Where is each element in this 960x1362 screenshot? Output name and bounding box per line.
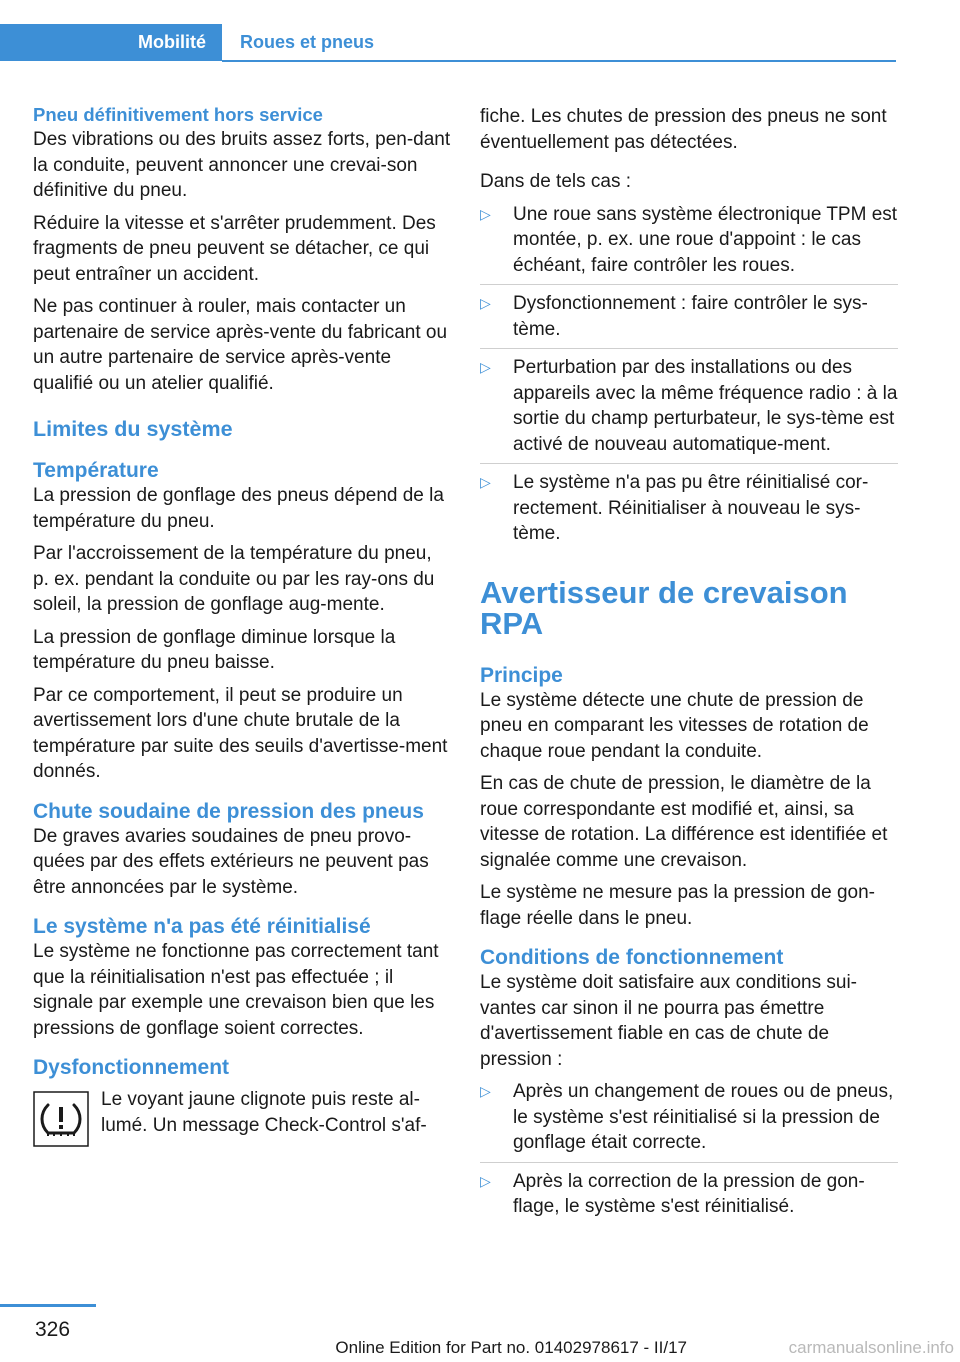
tab-mobilite[interactable]: Mobilité xyxy=(0,24,222,61)
page-header xyxy=(0,0,960,62)
bullet-list-cases xyxy=(480,202,898,553)
bullet-list-conditions xyxy=(480,1079,898,1226)
watermark: carmanualsonline.info xyxy=(788,1338,954,1357)
paragraph: Par l'accroissement de la température du pneu, p. ex. pendant la conduite ou par les ray-ons du soleil, la pression de gonflage aug-mente. xyxy=(33,543,435,615)
tire-pressure-warning-icon xyxy=(33,1091,89,1147)
triangle-bullet-icon: ▷ xyxy=(480,295,491,311)
paragraph: Le système doit satisfaire aux conditions sui-vantes car sinon il ne pourra pas émettre d'avertissement fiable en cas de chute de pression : xyxy=(480,972,858,1070)
page-number: 326 xyxy=(35,1318,71,1341)
heading-limites-systeme: Limites du système xyxy=(33,417,233,441)
triangle-bullet-icon: ▷ xyxy=(480,205,491,222)
list-item: ▷ Après un changement de roues ou de pneus, le système s'est réinitialisé si la pression de gonflage était correcte. xyxy=(480,1079,898,1163)
heading-principe: Principe xyxy=(480,663,563,687)
paragraph: Dans de tels cas : xyxy=(480,171,632,192)
edition-text: Online Edition for Part no. 01402978617 - II/17 xyxy=(335,1338,687,1357)
footer-divider xyxy=(0,1304,96,1307)
paragraph: Ne pas continuer à rouler, mais contacter un partenaire de service après-vente du fabricant ou un autre partenaire de service après-vente qualifié ou un atelier qualifié. xyxy=(33,296,448,394)
heading-dysfonctionnement: Dysfonctionnement xyxy=(33,1056,230,1079)
paragraph: Le système détecte une chute de pression de pneu en comparant les vitesses de rotation de chaque roue pendant la conduite. xyxy=(480,689,869,762)
warning-block xyxy=(33,1087,451,1147)
paragraph: Le système ne mesure pas la pression de gon-flage réelle dans le pneu. xyxy=(480,882,875,929)
triangle-bullet-icon: ▷ xyxy=(480,1172,491,1189)
tab-roues-et-pneus[interactable]: Roues et pneus xyxy=(240,32,375,52)
list-item: ▷ Une roue sans système électronique TPM est montée, p. ex. une roue d'appoint : le cas échéant, faire contrôler les roues. xyxy=(480,202,898,286)
heading-chute-soudaine: Chute soudaine de pression des pneus xyxy=(33,799,424,823)
header-divider xyxy=(222,60,896,62)
paragraph: fiche. Les chutes de pression des pneus ne sont éventuellement pas détectées. xyxy=(480,106,887,153)
paragraph: Des vibrations ou des bruits assez forts, pen-dant la conduite, peuvent annoncer une crevai-son définitive du pneu. xyxy=(33,129,451,201)
paragraph: En cas de chute de pression, le diamètre de la roue correspondante est modifié et, ainsi, sa vitesse de rotation. La différence est identifiée et signalée comme une crevaison. xyxy=(480,773,888,871)
list-item: ▷ Dysfonctionnement : faire contrôler le sys-tème. xyxy=(480,291,898,349)
triangle-bullet-icon: ▷ xyxy=(480,474,491,490)
list-item: ▷ Après la correction de la pression de gon-flage, le système s'est réinitialisé. xyxy=(480,1170,865,1217)
paragraph: De graves avaries soudaines de pneu provo-quées par des effets extérieurs ne peuvent pas être annoncées par le système. xyxy=(33,825,429,898)
right-column xyxy=(480,104,898,1232)
warning-text: Le voyant jaune clignote puis reste al-lumé. Un message Check-Control s'af- xyxy=(101,1089,427,1136)
heading-conditions: Conditions de fonctionnement xyxy=(480,946,784,969)
triangle-bullet-icon: ▷ xyxy=(480,1083,491,1099)
list-item: ▷ Perturbation par des installations ou des appareils avec la même fréquence radio : à la sortie du champ perturbateur, le sys-tème est activé de nouveau automatique-ment. xyxy=(480,355,898,464)
left-column xyxy=(33,102,451,1147)
paragraph: La pression de gonflage diminue lorsque la température du pneu baisse. xyxy=(33,626,396,673)
heading-avertisseur-rpa: Avertisseur de crevaison RPA xyxy=(480,574,848,641)
heading-pneu-hors-service: Pneu définitivement hors service xyxy=(33,104,323,125)
heading-non-reinitialise: Le système n'a pas été réinitialisé xyxy=(33,915,371,938)
heading-temperature: Température xyxy=(33,459,159,482)
paragraph: Le système ne fonctionne pas correctement tant que la réinitialisation n'est pas effectuée ; il signale par exemple une crevaison bien que les pressions de gonflage soient correctes. xyxy=(33,941,439,1039)
paragraph: La pression de gonflage des pneus dépend de la température du pneu. xyxy=(33,485,444,532)
triangle-bullet-icon: ▷ xyxy=(480,359,491,375)
paragraph: Réduire la vitesse et s'arrêter prudemment. Des fragments de pneu peuvent se détacher, ce qui peut entraîner un accident. xyxy=(33,212,436,285)
list-item: ▷ Le système n'a pas pu être réinitialisé cor-rectement. Réinitialiser à nouveau le sys-tème. xyxy=(480,472,869,544)
paragraph: Par ce comportement, il peut se produire un avertissement lors d'une chute brutale de la température par suite des seuils d'avertisse-ment donnés. xyxy=(33,684,448,782)
